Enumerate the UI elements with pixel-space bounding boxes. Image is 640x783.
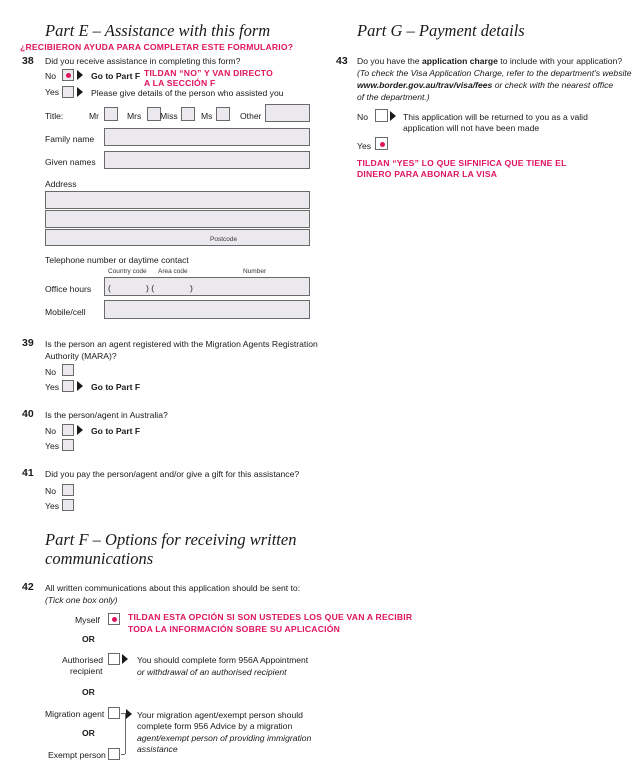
q40-number: 40 — [22, 408, 34, 420]
number-label: Number — [243, 268, 267, 275]
q42-annotation-line1: TILDAN ESTA OPCIÓN SI SON USTEDES LOS QUE VAN A RECIBIR — [128, 612, 413, 622]
q39-no-label: No — [45, 367, 56, 377]
q42-authorised-note-line2: or withdrawal of an authorised recipient — [137, 667, 287, 677]
q42-agent-note-line3: agent/exempt person of providing immigration — [137, 733, 312, 743]
q38-no-label: No — [45, 71, 56, 81]
q41-yes-label: Yes — [45, 501, 60, 511]
part-f-title-line1: Part F – Options for receiving written — [45, 530, 297, 549]
arrow-right-icon — [126, 709, 132, 719]
q42-exempt-person-label: Exempt person — [48, 750, 106, 760]
q42-myself-label: Myself — [75, 615, 100, 625]
mobile-input[interactable] — [104, 300, 310, 319]
q38-number: 38 — [22, 55, 34, 67]
title-ms-label: Ms — [201, 111, 213, 121]
q41-no-checkbox[interactable] — [62, 484, 74, 496]
q41-number: 41 — [22, 467, 34, 479]
q39-question-line1: Is the person an agent registered with the Migration Agents Registration — [45, 339, 318, 349]
title-label: Title: — [45, 111, 64, 121]
q43-yes-label: Yes — [357, 141, 372, 151]
q39-number: 39 — [22, 337, 34, 349]
q42-authorised-label-line1: Authorised — [62, 655, 104, 665]
q39-question-line2: Authority (MARA)? — [45, 351, 117, 361]
bracket-bottom — [121, 754, 125, 755]
q42-agent-note-line1: Your migration agent/exempt person should — [137, 710, 303, 720]
area-code-label: Area code — [158, 268, 188, 275]
q43-note-line1: (To check the Visa Application Charge, refer to the department's website — [357, 68, 632, 78]
title-ms-checkbox[interactable] — [216, 107, 230, 121]
telephone-label: Telephone number or daytime contact — [45, 255, 189, 265]
q42-authorised-note-line1: You should complete form 956A Appointment — [137, 655, 309, 665]
q38-yes-instruction: Please give details of the person who assisted you — [91, 88, 284, 98]
checked-mark-icon — [66, 73, 71, 78]
q42-exempt-person-checkbox[interactable] — [108, 748, 120, 760]
family-name-label: Family name — [45, 134, 95, 144]
q43-question-post: to include with your application? — [497, 56, 623, 66]
title-miss-checkbox[interactable] — [181, 107, 195, 121]
office-hours-input[interactable] — [104, 277, 310, 296]
q38-yes-label: Yes — [45, 87, 60, 97]
q39-yes-checkbox[interactable] — [62, 380, 74, 392]
family-name-input[interactable] — [104, 128, 310, 146]
q38-go-to-part-f: Go to Part F — [91, 71, 141, 81]
q41-yes-checkbox[interactable] — [62, 499, 74, 511]
arrow-right-icon — [390, 111, 396, 121]
address-line2-input[interactable] — [45, 210, 310, 228]
arrow-right-icon — [77, 425, 83, 435]
paren-open: ( — [108, 283, 111, 293]
part-e-title: Part E – Assistance with this form — [45, 21, 271, 40]
q42-migration-agent-checkbox[interactable] — [108, 707, 120, 719]
q42-agent-note-line4: assistance — [137, 744, 178, 754]
q43-no-text-line1: This application will be returned to you as a valid — [403, 112, 588, 122]
q42-authorised-label-line2: recipient — [70, 666, 103, 676]
q38-question: Did you receive assistance in completing this form? — [45, 56, 241, 66]
title-other-input[interactable] — [265, 104, 310, 122]
postcode-label: Postcode — [210, 236, 238, 243]
arrow-right-icon — [77, 70, 83, 80]
q40-no-checkbox[interactable] — [62, 424, 74, 436]
or-divider-3: OR — [82, 728, 95, 738]
checked-mark-icon — [380, 142, 385, 147]
address-label: Address — [45, 179, 77, 189]
q41-no-label: No — [45, 486, 56, 496]
address-line3-input[interactable] — [45, 229, 310, 246]
q42-number: 42 — [22, 581, 34, 593]
mobile-label: Mobile/cell — [45, 307, 86, 317]
q40-question: Is the person/agent in Australia? — [45, 410, 168, 420]
paren-mid: ) ( — [146, 283, 155, 293]
arrow-right-icon — [122, 654, 128, 664]
address-line1-input[interactable] — [45, 191, 310, 209]
q38-no-checkbox[interactable] — [62, 69, 74, 81]
arrow-right-icon — [77, 87, 83, 97]
part-g-title: Part G – Payment details — [357, 21, 525, 40]
q41-question: Did you pay the person/agent and/or give a gift for this assistance? — [45, 469, 300, 479]
q42-migration-agent-label: Migration agent — [45, 709, 105, 719]
given-names-input[interactable] — [104, 151, 310, 169]
q39-yes-label: Yes — [45, 382, 60, 392]
title-mrs-label: Mrs — [127, 111, 142, 121]
q42-question: All written communications about this application should be sent to: — [45, 583, 301, 593]
q43-question-pre: Do you have the — [357, 56, 422, 66]
q40-yes-label: Yes — [45, 441, 60, 451]
q43-no-label: No — [357, 112, 368, 122]
q40-go-to-part-f: Go to Part F — [91, 426, 141, 436]
q43-annotation-line1: TILDAN “YES” LO QUE SIFNIFICA QUE TIENE EL — [357, 158, 567, 168]
bracket-vertical — [125, 713, 126, 754]
q42-tick-note: (Tick one box only) — [45, 595, 118, 605]
country-code-label: Country code — [108, 268, 147, 275]
q38-yes-checkbox[interactable] — [62, 86, 74, 98]
office-hours-label: Office hours — [45, 284, 92, 294]
q43-annotation-line2: DINERO PARA ABONAR LA VISA — [357, 169, 498, 179]
title-mrs-checkbox[interactable] — [147, 107, 161, 121]
q42-agent-note-line2: complete form 956 Advice by a migration — [137, 721, 293, 731]
q40-no-label: No — [45, 426, 56, 436]
q38-annotation-line1: TILDAN “NO” Y VAN DIRECTO — [144, 68, 273, 78]
q39-no-checkbox[interactable] — [62, 364, 74, 376]
q43-question-bold: application charge — [421, 56, 498, 66]
q43-question — [357, 56, 622, 67]
q43-note-line2-rest: or check with the nearest office — [492, 80, 614, 90]
title-miss-label: Miss — [160, 111, 178, 121]
q38-annotation-line2: A LA SECCIÓN F — [144, 78, 216, 88]
arrow-right-icon — [77, 381, 83, 391]
q42-myself-checkbox[interactable] — [108, 613, 120, 625]
q43-note-line2 — [357, 80, 613, 91]
title-other-label: Other — [240, 111, 262, 121]
q43-note-line3: of the department.) — [357, 92, 430, 102]
checked-mark-icon — [112, 617, 117, 622]
q39-go-to-part-f: Go to Part F — [91, 382, 141, 392]
q43-no-text-line2: application will not have been made — [403, 123, 540, 133]
part-e-annotation: ¿RECIBIERON AYUDA PARA COMPLETAR ESTE FORMULARIO? — [20, 42, 294, 52]
q43-website-link[interactable]: www.border.gov.au/trav/visa/fees — [357, 80, 493, 90]
title-mr-checkbox[interactable] — [104, 107, 118, 121]
given-names-label: Given names — [45, 157, 96, 167]
q43-yes-checkbox[interactable] — [375, 137, 388, 150]
q40-yes-checkbox[interactable] — [62, 439, 74, 451]
paren-close: ) — [190, 283, 193, 293]
q42-annotation-line2: TODA LA INFORMACIÓN SOBRE SU APLICACIÓN — [128, 624, 340, 634]
or-divider-1: OR — [82, 634, 95, 644]
q43-number: 43 — [336, 55, 348, 67]
part-f-title-line2: communications — [45, 549, 154, 568]
q43-no-checkbox[interactable] — [375, 109, 388, 122]
title-mr-label: Mr — [89, 111, 100, 121]
or-divider-2: OR — [82, 687, 95, 697]
q42-authorised-checkbox[interactable] — [108, 653, 120, 665]
